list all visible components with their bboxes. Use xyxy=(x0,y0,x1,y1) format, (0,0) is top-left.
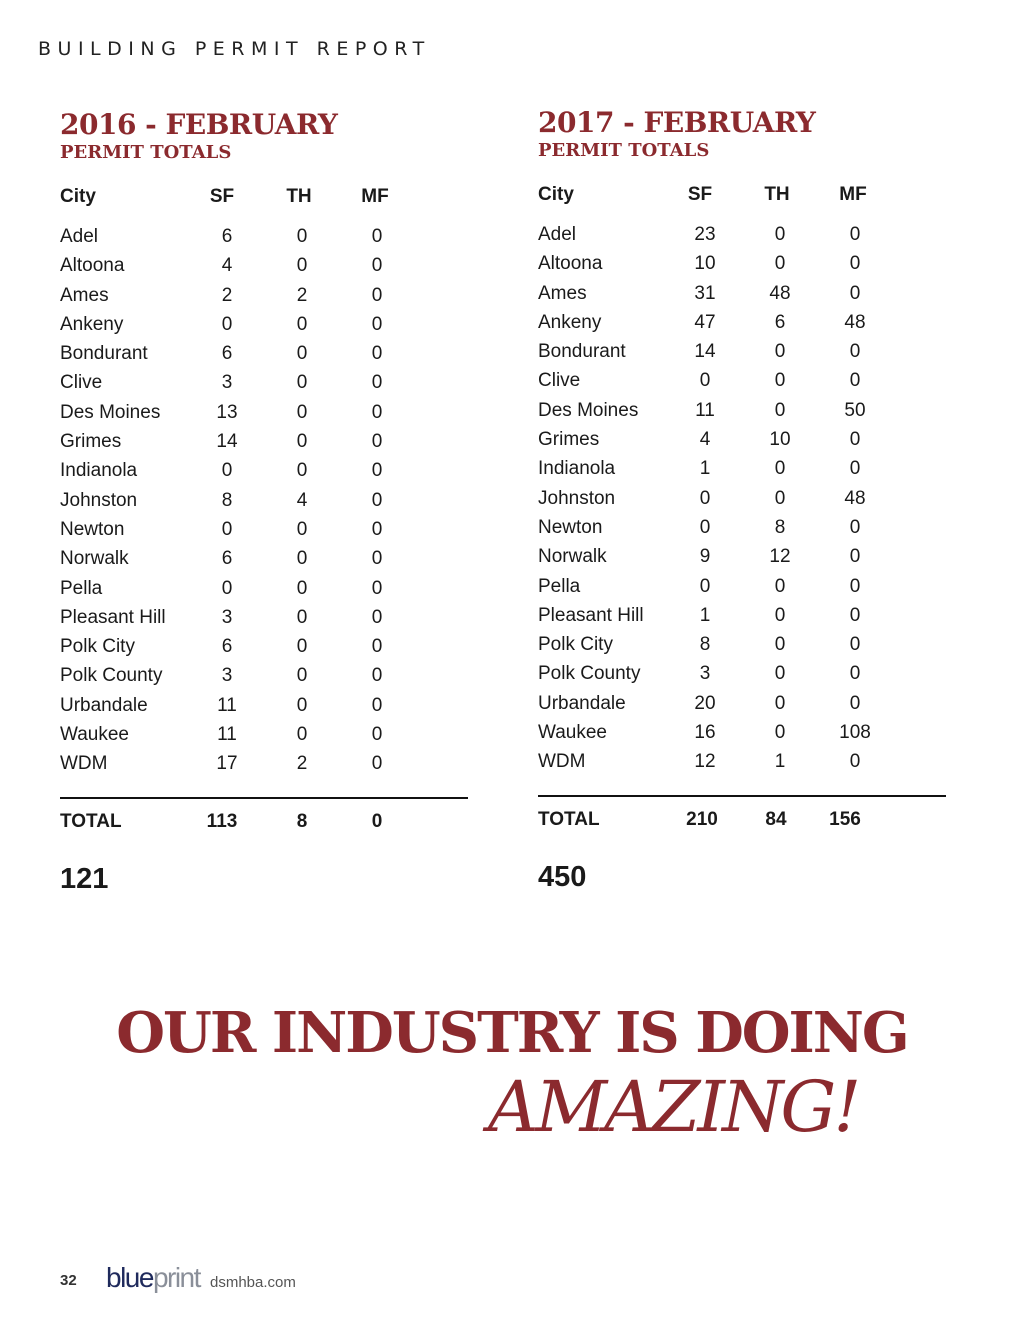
sf-cell: 17 xyxy=(216,753,238,775)
col-sf-header: SF xyxy=(687,184,713,205)
city-cell: Waukee xyxy=(538,722,607,744)
city-cell: Pella xyxy=(60,577,103,599)
table-row xyxy=(60,372,470,401)
table-row xyxy=(60,519,470,548)
city-cell: Newton xyxy=(538,516,603,538)
th-cell: 0 xyxy=(296,548,308,570)
sf-cell: 16 xyxy=(694,722,716,744)
col-sf-header: SF xyxy=(209,186,235,207)
th-cell: 0 xyxy=(774,634,786,656)
sf-cell: 14 xyxy=(694,341,716,363)
table-row xyxy=(538,283,948,312)
mf-cell: 0 xyxy=(849,663,861,685)
city-cell: WDM xyxy=(538,751,586,773)
city-cell: Bondurant xyxy=(538,341,626,363)
total-row xyxy=(538,809,948,839)
blueprint-logo xyxy=(106,1262,200,1294)
sf-cell: 6 xyxy=(221,636,233,658)
mf-cell: 0 xyxy=(849,429,861,451)
panel-2017 xyxy=(538,106,948,894)
th-cell: 0 xyxy=(296,255,308,277)
sf-cell: 0 xyxy=(221,577,233,599)
mf-cell: 108 xyxy=(839,722,871,744)
sf-cell: 0 xyxy=(699,516,711,538)
sf-cell: 3 xyxy=(221,606,233,628)
th-cell: 0 xyxy=(296,401,308,423)
mf-cell: 0 xyxy=(371,518,383,540)
sf-cell: 0 xyxy=(699,487,711,509)
table-row xyxy=(60,402,470,431)
th-cell: 0 xyxy=(296,665,308,687)
mf-cell: 0 xyxy=(849,604,861,626)
sf-cell: 1 xyxy=(699,604,711,626)
page-footer xyxy=(60,1262,460,1302)
th-cell: 0 xyxy=(774,692,786,714)
sf-cell: 10 xyxy=(694,253,716,275)
table-row xyxy=(538,605,948,634)
city-cell: Adel xyxy=(60,226,99,247)
grand-total: 450 xyxy=(538,860,587,893)
table-row xyxy=(60,255,470,284)
th-cell: 2 xyxy=(296,284,308,306)
city-cell: Des Moines xyxy=(60,401,161,423)
sf-cell: 3 xyxy=(699,663,711,685)
th-cell: 0 xyxy=(296,343,308,365)
th-cell: 0 xyxy=(296,577,308,599)
mf-cell: 0 xyxy=(371,226,383,247)
table-header xyxy=(538,184,948,214)
sf-cell: 0 xyxy=(221,313,233,335)
mf-cell: 0 xyxy=(849,751,861,773)
city-cell: Clive xyxy=(538,370,581,392)
mf-cell: 0 xyxy=(371,313,383,335)
table-row xyxy=(538,370,948,399)
panel-title: 2017 - FEBRUARY xyxy=(538,106,816,139)
sf-cell: 11 xyxy=(695,399,715,421)
col-mf-header: MF xyxy=(839,184,867,205)
th-cell: 6 xyxy=(774,311,786,333)
panel-2016 xyxy=(60,108,470,896)
th-cell: 0 xyxy=(774,341,786,363)
th-cell: 0 xyxy=(774,224,786,245)
total-label: TOTAL xyxy=(60,810,122,832)
table-row xyxy=(60,431,470,460)
mf-cell: 0 xyxy=(371,548,383,570)
th-total: 8 xyxy=(296,810,308,832)
mf-cell: 0 xyxy=(849,546,861,568)
table-row xyxy=(60,724,470,753)
th-cell: 48 xyxy=(769,282,791,304)
city-cell: Polk City xyxy=(60,636,135,658)
sf-total: 113 xyxy=(206,810,238,832)
city-cell: Ames xyxy=(538,282,587,304)
th-total: 84 xyxy=(765,808,787,830)
mf-cell: 0 xyxy=(849,253,861,275)
city-cell: Grimes xyxy=(60,431,122,453)
mf-cell: 0 xyxy=(371,636,383,658)
headline-emphasis: AMAZING! xyxy=(488,1066,859,1148)
panel-subtitle: PERMIT TOTALS xyxy=(538,140,710,161)
city-cell: Ankeny xyxy=(60,313,124,335)
mf-cell: 0 xyxy=(371,431,383,453)
table-row xyxy=(60,578,470,607)
th-cell: 2 xyxy=(296,753,308,775)
sf-cell: 2 xyxy=(221,284,233,306)
city-cell: Polk County xyxy=(538,663,641,685)
sf-cell: 31 xyxy=(694,282,716,304)
th-cell: 0 xyxy=(774,458,786,480)
table-row xyxy=(60,548,470,577)
table-row xyxy=(538,751,948,780)
website-link[interactable]: dsmhba.com xyxy=(210,1274,296,1291)
city-cell: WDM xyxy=(60,753,108,775)
total-row xyxy=(60,811,470,841)
th-cell: 0 xyxy=(774,663,786,685)
col-city-header: City xyxy=(60,186,96,207)
sf-cell: 8 xyxy=(221,489,233,511)
col-city-header: City xyxy=(538,184,574,205)
mf-cell: 0 xyxy=(849,458,861,480)
city-cell: Waukee xyxy=(60,724,129,746)
mf-cell: 50 xyxy=(844,399,866,421)
table-row xyxy=(60,607,470,636)
sf-cell: 8 xyxy=(699,634,711,656)
sf-cell: 11 xyxy=(217,724,237,746)
city-cell: Johnston xyxy=(538,487,616,509)
city-cell: Indianola xyxy=(60,460,138,482)
col-th-header: TH xyxy=(286,186,312,207)
table-row xyxy=(60,460,470,489)
mf-cell: 0 xyxy=(371,372,383,394)
page-number: 32 xyxy=(60,1272,77,1289)
mf-cell: 0 xyxy=(371,343,383,365)
city-cell: Johnston xyxy=(60,489,138,511)
city-cell: Altoona xyxy=(538,253,603,275)
mf-cell: 0 xyxy=(371,724,383,746)
mf-cell: 0 xyxy=(371,577,383,599)
sf-cell: 20 xyxy=(694,692,716,714)
city-cell: Indianola xyxy=(538,458,616,480)
sf-cell: 4 xyxy=(221,255,233,277)
city-cell: Adel xyxy=(538,224,577,245)
total-divider xyxy=(60,797,468,799)
panel-subtitle: PERMIT TOTALS xyxy=(60,142,232,163)
city-cell: Pleasant Hill xyxy=(60,606,166,628)
th-cell: 0 xyxy=(296,372,308,394)
mf-cell: 0 xyxy=(371,460,383,482)
th-cell: 0 xyxy=(296,636,308,658)
table-header xyxy=(60,186,470,216)
report-header: BUILDING PERMIT REPORT xyxy=(38,38,431,60)
table-row xyxy=(538,224,948,253)
city-cell: Altoona xyxy=(60,255,125,277)
table-row xyxy=(538,634,948,663)
th-cell: 0 xyxy=(774,253,786,275)
city-cell: Urbandale xyxy=(60,694,148,716)
city-cell: Ames xyxy=(60,284,109,306)
table-row xyxy=(60,665,470,694)
table-row xyxy=(60,490,470,519)
mf-cell: 0 xyxy=(371,606,383,628)
total-label: TOTAL xyxy=(538,808,600,830)
table-row xyxy=(60,343,470,372)
table-row xyxy=(60,226,470,255)
table-row xyxy=(538,458,948,487)
table-row xyxy=(60,695,470,724)
th-cell: 12 xyxy=(769,546,791,568)
city-cell: Polk City xyxy=(538,634,613,656)
table-row xyxy=(60,314,470,343)
th-cell: 0 xyxy=(296,226,308,247)
th-cell: 1 xyxy=(774,751,786,773)
sf-cell: 4 xyxy=(699,429,711,451)
table-row xyxy=(538,312,948,341)
sf-cell: 0 xyxy=(221,460,233,482)
mf-cell: 0 xyxy=(849,516,861,538)
sf-cell: 9 xyxy=(699,546,711,568)
mf-cell: 0 xyxy=(371,694,383,716)
sf-cell: 14 xyxy=(216,431,238,453)
col-th-header: TH xyxy=(764,184,790,205)
table-row xyxy=(60,753,470,782)
city-cell: Des Moines xyxy=(538,399,639,421)
th-cell: 4 xyxy=(296,489,308,511)
th-cell: 0 xyxy=(296,694,308,716)
table-body xyxy=(538,224,948,781)
mf-cell: 0 xyxy=(849,692,861,714)
th-cell: 0 xyxy=(774,722,786,744)
th-cell: 0 xyxy=(296,460,308,482)
th-cell: 0 xyxy=(774,370,786,392)
table-row xyxy=(538,253,948,282)
city-cell: Norwalk xyxy=(60,548,129,570)
mf-cell: 0 xyxy=(371,665,383,687)
th-cell: 10 xyxy=(769,429,791,451)
sf-cell: 47 xyxy=(694,311,716,333)
mf-cell: 0 xyxy=(371,401,383,423)
th-cell: 8 xyxy=(774,516,786,538)
sf-total: 210 xyxy=(686,808,718,830)
city-cell: Pleasant Hill xyxy=(538,604,644,626)
sf-cell: 23 xyxy=(694,224,716,245)
mf-cell: 0 xyxy=(849,224,861,245)
headline: OUR INDUSTRY IS DOING xyxy=(116,1000,908,1066)
th-cell: 0 xyxy=(774,487,786,509)
mf-cell: 0 xyxy=(371,489,383,511)
table-row xyxy=(538,663,948,692)
sf-cell: 13 xyxy=(216,401,238,423)
mf-cell: 48 xyxy=(844,487,866,509)
table-body xyxy=(60,226,470,783)
table-row xyxy=(538,693,948,722)
table-row xyxy=(538,546,948,575)
mf-cell: 0 xyxy=(849,575,861,597)
th-cell: 0 xyxy=(774,399,786,421)
table-row xyxy=(538,517,948,546)
th-cell: 0 xyxy=(296,518,308,540)
logo-part-blue: blue xyxy=(106,1262,153,1293)
table-row xyxy=(60,636,470,665)
sf-cell: 1 xyxy=(699,458,711,480)
sf-cell: 6 xyxy=(221,343,233,365)
table-row xyxy=(538,429,948,458)
sf-cell: 12 xyxy=(694,751,716,773)
city-cell: Polk County xyxy=(60,665,163,687)
th-cell: 0 xyxy=(774,575,786,597)
sf-cell: 0 xyxy=(699,370,711,392)
th-cell: 0 xyxy=(774,604,786,626)
city-cell: Pella xyxy=(538,575,581,597)
th-cell: 0 xyxy=(296,724,308,746)
mf-cell: 0 xyxy=(371,255,383,277)
sf-cell: 6 xyxy=(221,548,233,570)
table-row xyxy=(538,576,948,605)
city-cell: Ankeny xyxy=(538,311,602,333)
mf-cell: 0 xyxy=(849,282,861,304)
mf-total: 156 xyxy=(829,808,861,830)
table-row xyxy=(538,341,948,370)
col-mf-header: MF xyxy=(361,186,389,207)
city-cell: Grimes xyxy=(538,429,600,451)
mf-cell: 48 xyxy=(844,311,866,333)
sf-cell: 3 xyxy=(221,665,233,687)
mf-cell: 0 xyxy=(371,284,383,306)
sf-cell: 0 xyxy=(699,575,711,597)
city-cell: Clive xyxy=(60,372,103,394)
mf-cell: 0 xyxy=(849,634,861,656)
th-cell: 0 xyxy=(296,431,308,453)
city-cell: Newton xyxy=(60,518,125,540)
logo-part-print: print xyxy=(152,1262,200,1293)
sf-cell: 3 xyxy=(221,372,233,394)
sf-cell: 11 xyxy=(217,694,237,716)
city-cell: Norwalk xyxy=(538,546,607,568)
mf-cell: 0 xyxy=(849,370,861,392)
grand-total: 121 xyxy=(60,862,109,895)
sf-cell: 0 xyxy=(221,518,233,540)
table-row xyxy=(538,722,948,751)
table-row xyxy=(538,488,948,517)
sf-cell: 6 xyxy=(221,226,233,247)
city-cell: Urbandale xyxy=(538,692,626,714)
total-divider xyxy=(538,795,946,797)
mf-total: 0 xyxy=(371,810,383,832)
mf-cell: 0 xyxy=(371,753,383,775)
table-row xyxy=(538,400,948,429)
th-cell: 0 xyxy=(296,606,308,628)
th-cell: 0 xyxy=(296,313,308,335)
table-row xyxy=(60,285,470,314)
city-cell: Bondurant xyxy=(60,343,148,365)
panel-title: 2016 - FEBRUARY xyxy=(60,108,338,141)
mf-cell: 0 xyxy=(849,341,861,363)
